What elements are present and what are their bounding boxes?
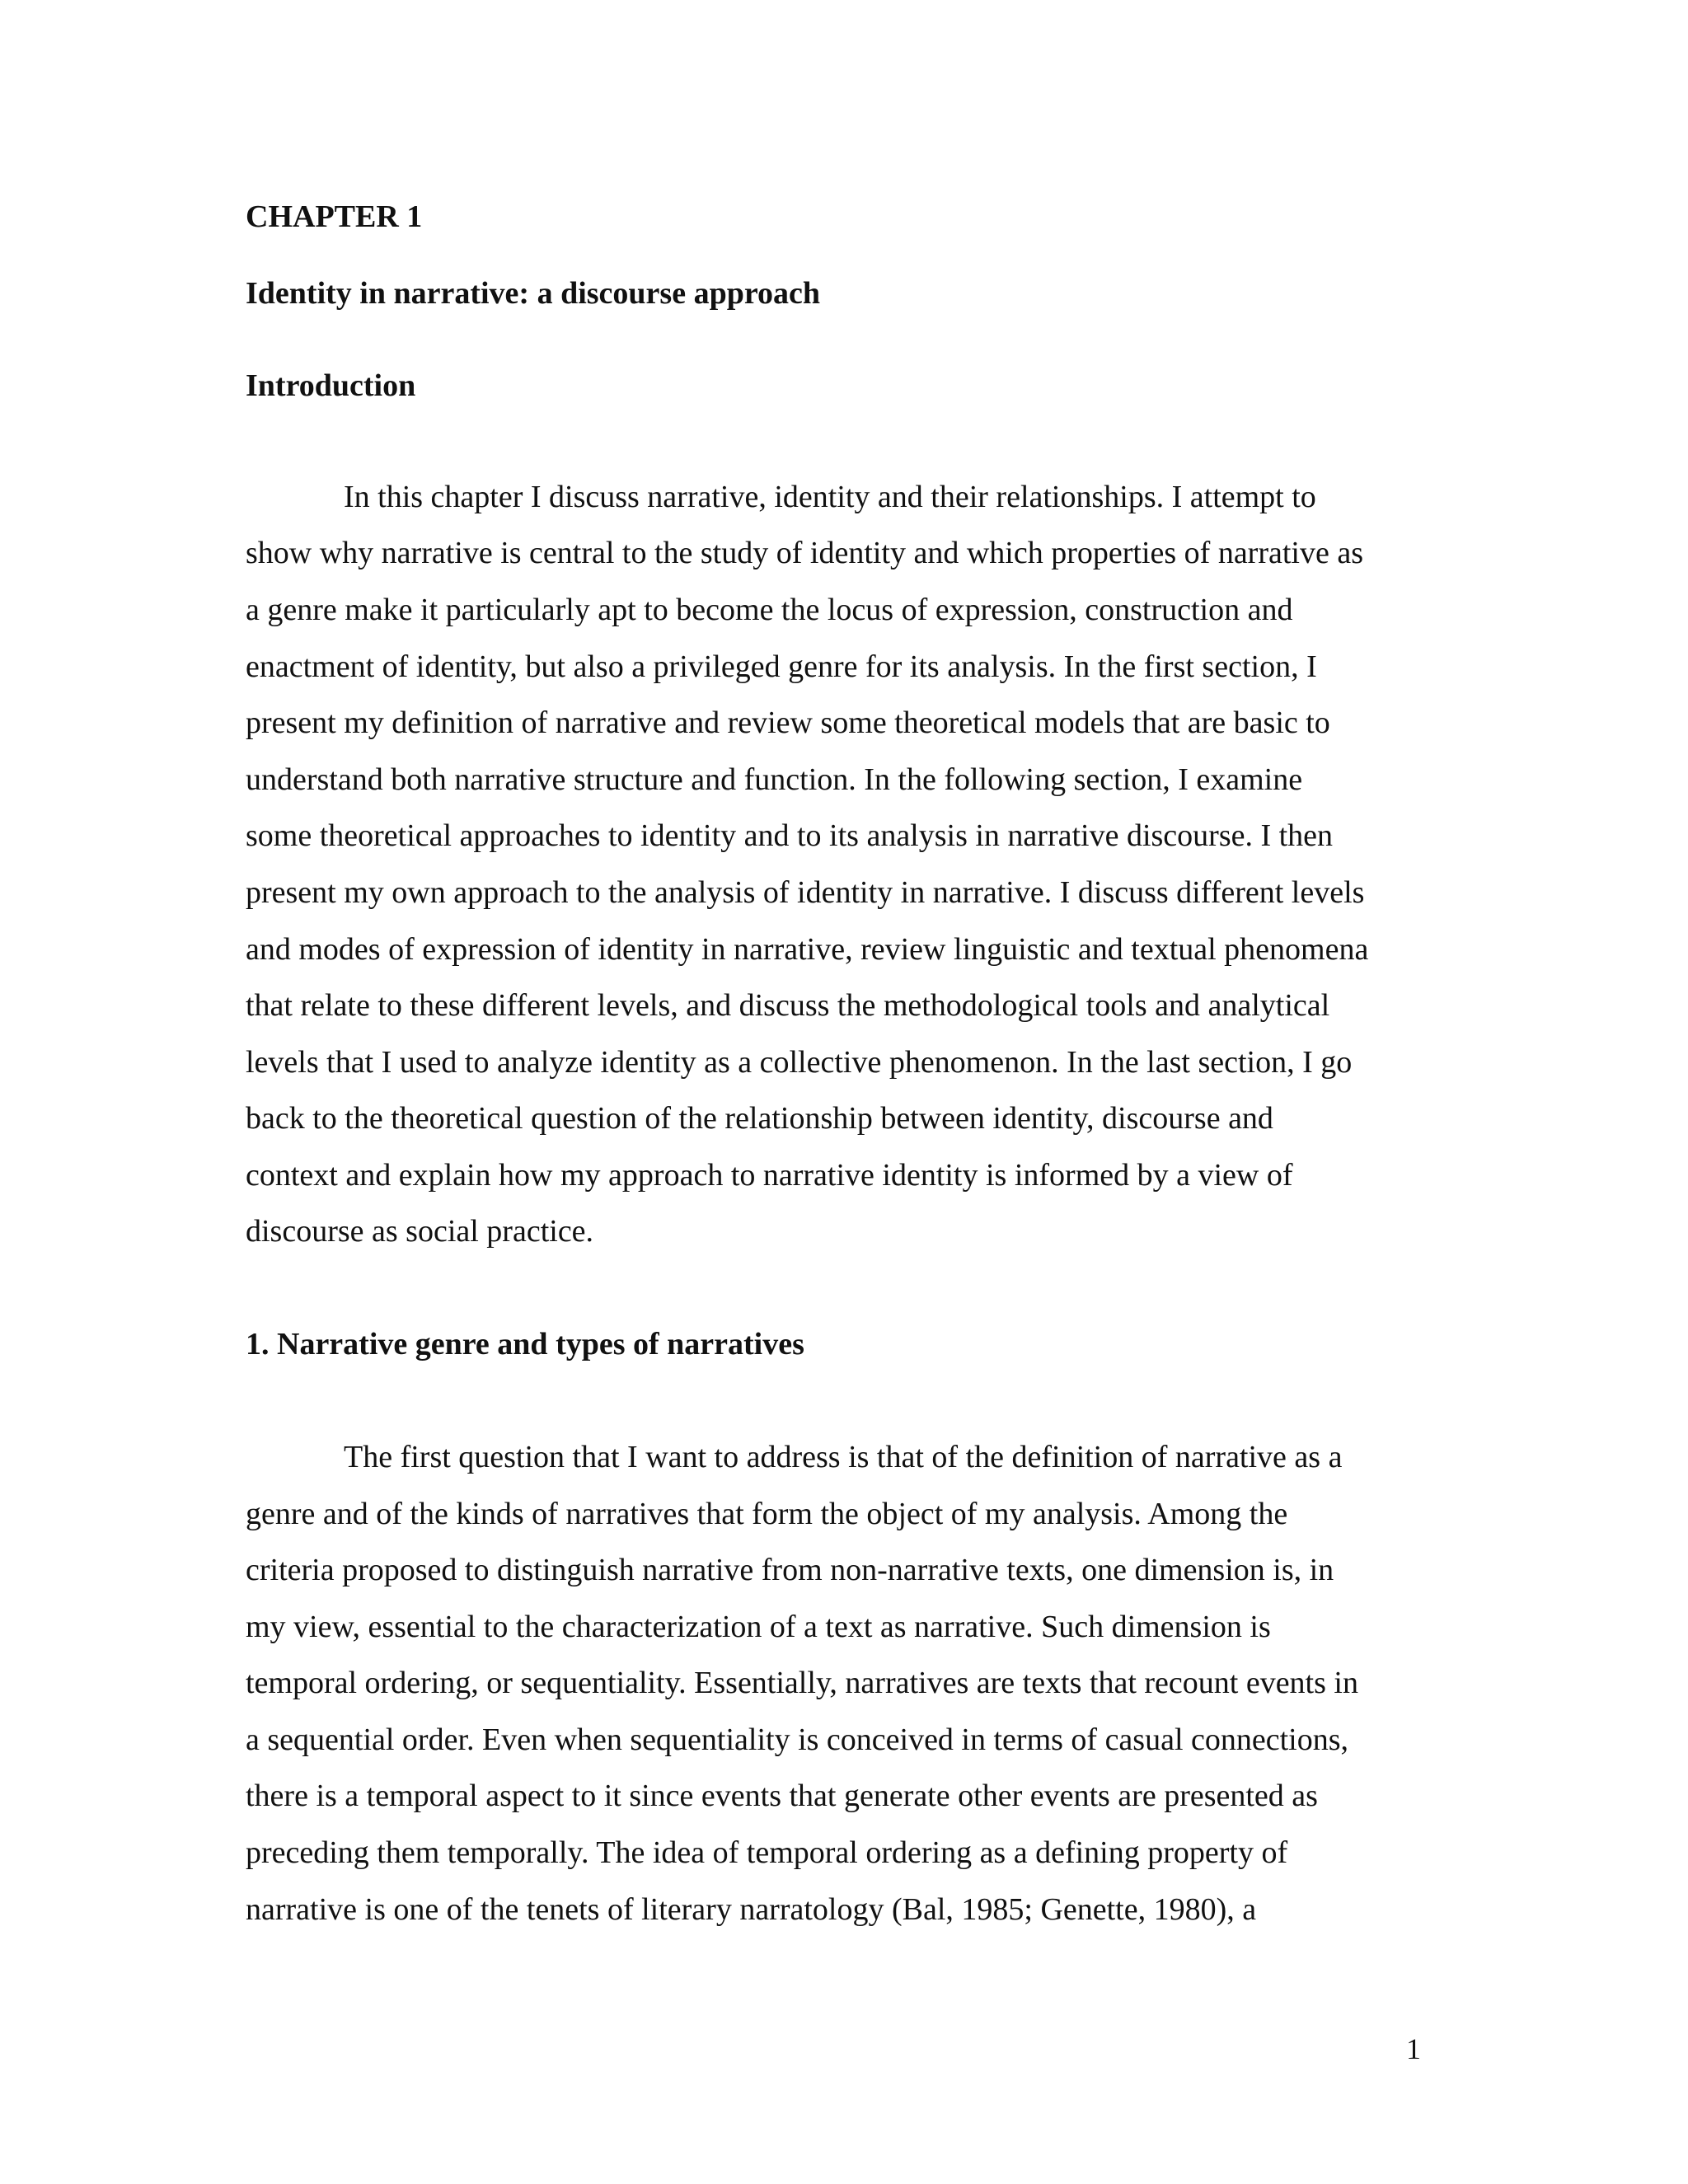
intro-line: that relate to these different levels, and discuss the methodological tools and analytical: [246, 988, 1330, 1023]
intro-line: In this chapter I discuss narrative, identity and their relationships. I attempt to: [344, 480, 1316, 514]
section-1-heading: 1. Narrative genre and types of narratives: [246, 1327, 804, 1361]
intro-line: show why narrative is central to the study of identity and which properties of narrative as: [246, 536, 1363, 570]
intro-line: present my own approach to the analysis of identity in narrative. I discuss different levels: [246, 875, 1365, 910]
introduction-heading: Introduction: [246, 368, 416, 403]
intro-line: context and explain how my approach to narrative identity is informed by a view of: [246, 1158, 1293, 1193]
intro-line: some theoretical approaches to identity and to its analysis in narrative discourse. I then: [246, 818, 1334, 853]
intro-line: enactment of identity, but also a privileged genre for its analysis. In the first section, I: [246, 649, 1317, 684]
intro-line: back to the theoretical question of the relationship between identity, discourse and: [246, 1101, 1273, 1136]
intro-line: discourse as social practice.: [246, 1214, 594, 1249]
intro-line: present my definition of narrative and review some theoretical models that are basic to: [246, 705, 1330, 740]
intro-line: understand both narrative structure and function. In the following section, I examine: [246, 762, 1303, 797]
section-1-line: narrative is one of the tenets of literary narratology (Bal, 1985; Genette, 1980), a: [246, 1892, 1257, 1927]
intro-line: a genre make it particularly apt to become the locus of expression, construction and: [246, 593, 1293, 627]
section-1-line: there is a temporal aspect to it since events that generate other events are presented as: [246, 1779, 1318, 1813]
section-1-line: preceding them temporally. The idea of temporal ordering as a defining property of: [246, 1835, 1288, 1870]
section-1-line: a sequential order. Even when sequentiality is conceived in terms of casual connections,: [246, 1722, 1349, 1757]
intro-line: levels that I used to analyze identity as a collective phenomenon. In the last section, I go: [246, 1045, 1353, 1080]
chapter-label: CHAPTER 1: [246, 199, 423, 234]
intro-line: and modes of expression of identity in narrative, review linguistic and textual phenomena: [246, 932, 1369, 967]
section-1-line: criteria proposed to distinguish narrative from non-narrative texts, one dimension is, in: [246, 1553, 1334, 1587]
section-1-line: my view, essential to the characterization of a text as narrative. Such dimension is: [246, 1610, 1271, 1644]
section-1-line: The first question that I want to address is that of the definition of narrative as a: [344, 1440, 1343, 1474]
section-1-line: genre and of the kinds of narratives that form the object of my analysis. Among the: [246, 1497, 1288, 1531]
chapter-title: Identity in narrative: a discourse approach: [246, 276, 821, 311]
section-1-line: temporal ordering, or sequentiality. Essentially, narratives are texts that recount events in: [246, 1666, 1358, 1700]
page-number: 1: [1406, 2032, 1421, 2065]
